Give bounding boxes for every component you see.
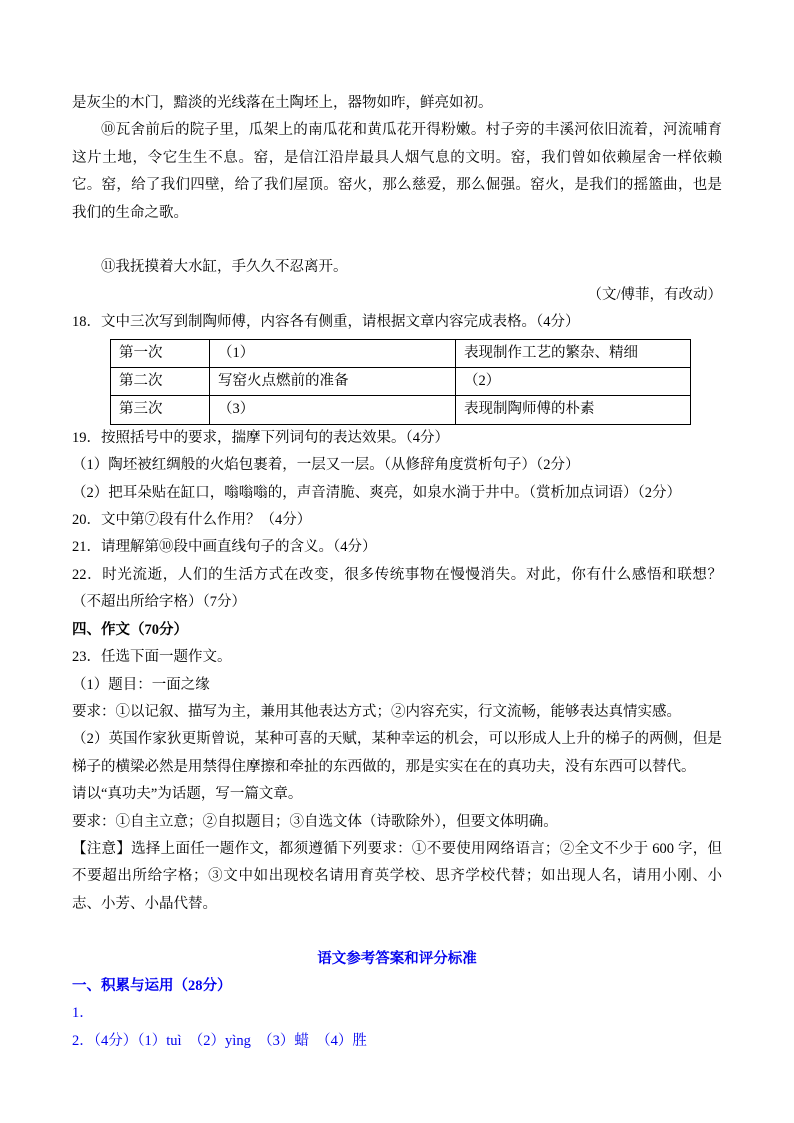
- blank-line: [72, 918, 722, 945]
- composition-section-title: 四、作文（70分）: [72, 621, 188, 638]
- blank-line: [72, 227, 722, 254]
- composition-option1-title: （1）题目：一面之缘: [72, 676, 210, 693]
- table-cell: 第二次: [111, 368, 210, 396]
- table-cell: 写窑火点燃前的准备: [210, 368, 456, 396]
- answer-2: 2．（4分）（1）tuì （2）yìng （3）蜡 （4）胜: [72, 1032, 367, 1049]
- composition-option2-requirements: 要求：①自主立意；②自拟题目；③自选文体（诗歌除外），但要文体明确。: [72, 813, 558, 830]
- passage-attribution: （文/傅菲，有改动）: [587, 286, 722, 303]
- question-22: 22．时光流逝，人们的生活方式在改变，很多传统事物在慢慢消失。对此，你有什么感悟和联想？（不超出所给字格）（7分）: [72, 566, 722, 611]
- table-cell: （2）: [456, 368, 691, 396]
- question-19-sub2: （2）把耳朵贴在缸口，嗡嗡嗡的，声音清脆、爽亮，如泉水淌于井中。（赏析加点词语）（2分）: [72, 484, 681, 501]
- question-23: 23．任选下面一题作文。: [72, 649, 232, 666]
- question-20: 20．文中第⑦段有什么作用？（4分）: [72, 512, 312, 529]
- composition-option1-requirements: 要求：①以记叙、描写为主，兼用其他表达方式；②内容充实，行文流畅，能够表达真情实感。: [72, 703, 681, 720]
- table-cell: 表现制陶师傅的朴素: [456, 396, 691, 424]
- question-18: 18．文中三次写到制陶师傅，内容各有侧重，请根据文章内容完成表格。（4分）: [72, 314, 580, 331]
- table-row: [111, 368, 691, 396]
- question-19: 19．按照括号中的要求，揣摩下列词句的表达效果。（4分）: [72, 429, 449, 446]
- table-row: [111, 339, 691, 367]
- table-cell: 表现制作工艺的繁杂、精细: [456, 339, 691, 367]
- passage-continuation-line: 是灰尘的木门，黯淡的光线落在土陶坯上，器物如昨，鲜亮如初。: [72, 95, 493, 111]
- composition-option2-topic: 请以“真功夫”为话题，写一篇文章。: [72, 786, 303, 803]
- composition-option2-intro: （2）英国作家狄更斯曾说，某种可喜的天赋，某种幸运的机会，可以形成人上升的梯子的两侧，但是梯子的横梁必然是用禁得住摩擦和牵扯的东西做的，那是实实在在的真功夫，没有东西可以替代。: [72, 731, 722, 775]
- answer-1: 1．: [72, 1005, 94, 1022]
- composition-notice: 【注意】选择上面任一题作文，都须遵循下列要求：①不要使用网络语言；②全文不少于 600 字，但不要超出所给字格；③文中如出现校名请用育英学校、思齐学校代替；如出现人名，请用小刚、小志、小芳、小晶代替。: [72, 840, 722, 912]
- answer-key-section1-title: 一、积累与运用（28分）: [72, 977, 232, 994]
- question-21: 21．请理解第⑩段中画直线句子的含义。（4分）: [72, 539, 377, 556]
- answer-key-title: 语文参考答案和评分标准: [317, 950, 477, 967]
- q18-table: [110, 339, 691, 425]
- table-row: [111, 396, 691, 424]
- table-cell: 第三次: [111, 396, 210, 424]
- table-cell: （3）: [210, 396, 456, 424]
- table-cell: 第一次: [111, 339, 210, 367]
- passage-paragraph-11: ⑪我抚摸着大水缸，手久久不忍离开。: [101, 259, 348, 276]
- table-cell: （1）: [210, 339, 456, 367]
- question-19-sub1: （1）陶坯被红绸般的火焰包裹着，一层又一层。（从修辞角度赏析句子）（2分）: [72, 457, 580, 474]
- passage-paragraph-10: ⑩瓦舍前后的院子里，瓜架上的南瓜花和黄瓜花开得粉嫩。村子旁的丰溪河依旧流着，河流哺育这片土地，令它生生不息。窑，是信江沿岸最具人烟气息的文明。窑，我们曾如依赖屋舍一样依赖它。窑，给了我们四壁，给了我们屋顶。窑火，那么慈爱，那么倔强。窑火，是我们的摇篮曲，也是我们的生命之歌。: [72, 122, 722, 221]
